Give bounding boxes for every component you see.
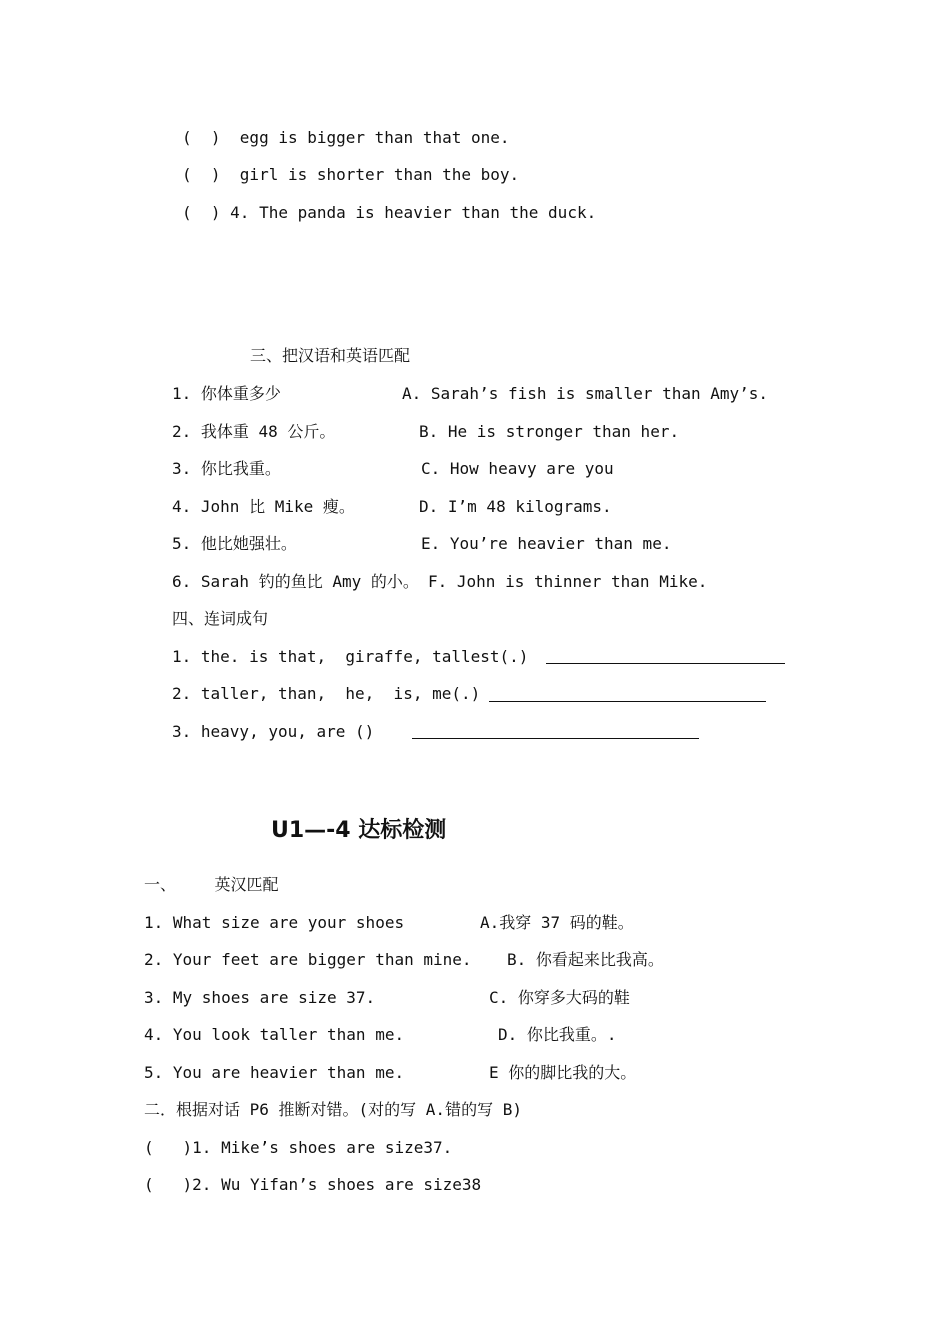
- section4-item-1: 1. the. is that, giraffe, tallest(.): [172, 647, 529, 666]
- judge-line-2: ( ) girl is shorter than the boy.: [182, 165, 520, 184]
- section3-en-6: F. John is thinner than Mike.: [428, 572, 708, 591]
- section3-en-4: D. I’m 48 kilograms.: [419, 497, 612, 516]
- part2-item-2: ( )2. Wu Yifan’s shoes are size38: [144, 1175, 482, 1194]
- part1-en-3: 3. My shoes are size 37.: [144, 988, 376, 1007]
- part2-item-1: ( )1. Mike’s shoes are size37.: [144, 1138, 453, 1157]
- part1-heading: 一、 英汉匹配: [144, 875, 279, 894]
- section3-cn-4: 4. John 比 Mike 瘦。: [172, 497, 355, 516]
- answer-blank-3[interactable]: [412, 738, 699, 739]
- section4-item-3: 3. heavy, you, are (): [172, 722, 375, 741]
- part1-en-1: 1. What size are your shoes: [144, 913, 405, 932]
- part1-cn-4: D. 你比我重。.: [498, 1025, 617, 1044]
- part1-cn-1: A.我穿 37 码的鞋。: [480, 913, 634, 932]
- part1-en-2: 2. Your feet are bigger than mine.: [144, 950, 472, 969]
- part1-en-5: 5. You are heavier than me.: [144, 1063, 405, 1082]
- section3-en-1: A. Sarah’s fish is smaller than Amy’s.: [402, 384, 769, 403]
- part1-cn-2: B. 你看起来比我高。: [507, 950, 664, 969]
- section3-heading: 三、把汉语和英语匹配: [250, 346, 411, 365]
- answer-blank-2[interactable]: [489, 701, 766, 702]
- part1-cn-3: C. 你穿多大码的鞋: [489, 988, 630, 1007]
- test-title: U1—-4 达标检测: [271, 818, 447, 843]
- section3-cn-1: 1. 你体重多少: [172, 384, 281, 403]
- section3-cn-5: 5. 他比她强壮。: [172, 534, 297, 553]
- section4-item-2: 2. taller, than, he, is, me(.): [172, 684, 481, 703]
- section3-cn-3: 3. 你比我重。: [172, 459, 281, 478]
- part2-heading: 二．根据对话 P6 推断对错。(对的写 A.错的写 B): [144, 1100, 522, 1119]
- section4-heading: 四、连词成句: [172, 609, 269, 628]
- section3-cn-6: 6. Sarah 钓的鱼比 Amy 的小。: [172, 572, 419, 591]
- judge-line-3: ( ) 4. The panda is heavier than the duck.: [182, 203, 597, 222]
- section3-en-2: B. He is stronger than her.: [419, 422, 680, 441]
- section3-en-3: C. How heavy are you: [421, 459, 614, 478]
- section3-cn-2: 2. 我体重 48 公斤。: [172, 422, 336, 441]
- section3-en-5: E. You’re heavier than me.: [421, 534, 672, 553]
- part1-cn-5: E 你的脚比我的大。: [489, 1063, 637, 1082]
- judge-line-1: ( ) egg is bigger than that one.: [182, 128, 510, 147]
- part1-en-4: 4. You look taller than me.: [144, 1025, 405, 1044]
- answer-blank-1[interactable]: [546, 663, 785, 664]
